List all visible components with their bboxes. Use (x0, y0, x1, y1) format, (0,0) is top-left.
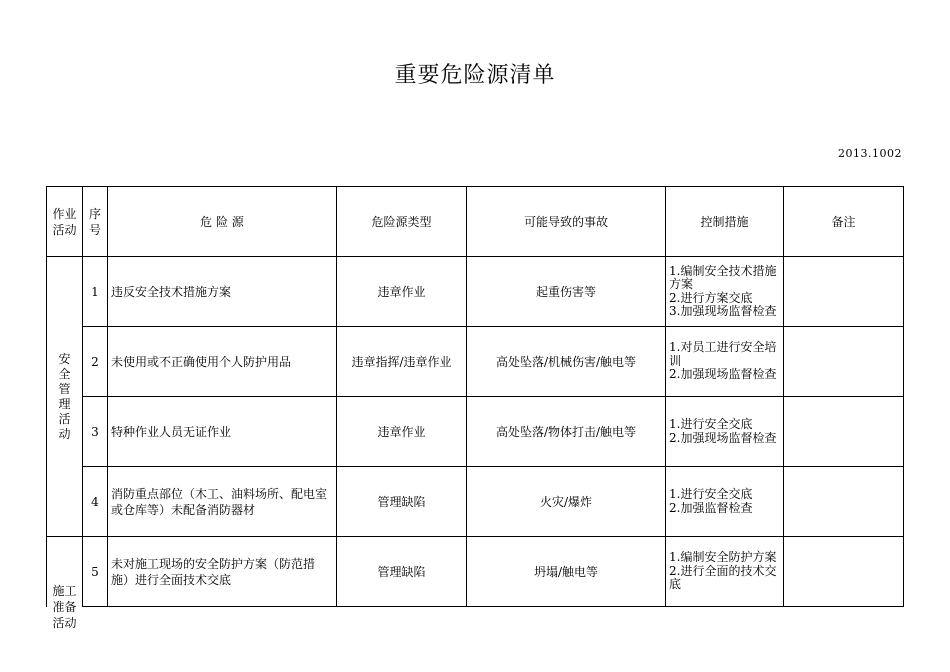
header-activity-line2: 活动 (52, 222, 77, 237)
table-row (47, 537, 904, 607)
seq-cell: 3 (83, 397, 108, 467)
accident-cell: 高处坠落/机械伤害/触电等 (467, 327, 666, 397)
hazard-cell: 消防重点部位（木工、油料场所、配电室或仓库等）未配备消防器材 (108, 467, 337, 537)
activity-group-safety (47, 257, 83, 537)
type-cell: 管理缺陷 (337, 467, 467, 537)
accident-cell: 高处坠落/物体打击/触电等 (467, 397, 666, 467)
hazard-table (46, 186, 904, 630)
type-cell: 管理缺陷 (337, 537, 467, 607)
control-item: 1.进行安全交底 (669, 417, 753, 431)
activity-group-label-line2: 准备 (52, 600, 77, 614)
control-cell (666, 397, 784, 467)
header-seq (83, 187, 108, 257)
activity-group-label-line3: 活动 (52, 616, 77, 630)
control-item: 3.加强现场监督检查 (669, 304, 777, 318)
header-activity (47, 187, 83, 257)
type-cell: 违章指挥/违章作业 (337, 327, 467, 397)
control-item: 2.加强监督检查 (669, 500, 753, 515)
table-row (47, 327, 904, 397)
header-accident: 可能导致的事故 (467, 187, 666, 257)
accident-cell: 火灾/爆炸 (467, 467, 666, 537)
table-row (47, 467, 904, 537)
table-row (47, 257, 904, 327)
seq-cell: 1 (83, 257, 108, 327)
control-cell (666, 327, 784, 397)
remark-cell (784, 327, 904, 397)
header-control: 控制措施 (666, 187, 784, 257)
remark-cell (784, 537, 904, 607)
control-item: 2.加强现场监督检查 (669, 367, 777, 382)
control-item: 2.加强现场监督检查 (669, 430, 777, 445)
control-item: 2.进行方案交底 (669, 290, 753, 305)
remark-cell (784, 257, 904, 327)
type-cell: 违章作业 (337, 397, 467, 467)
activity-group-label: 安全管理活动 (58, 351, 71, 441)
header-seq-line1: 序 (88, 206, 101, 221)
remark-cell (784, 467, 904, 537)
hazard-cell: 未对施工现场的安全防护方案（防范措施）进行全面技术交底 (108, 537, 337, 607)
header-hazard: 危 险 源 (108, 187, 337, 257)
control-item: 1.进行安全交底 (669, 487, 753, 501)
control-item: 1.编制安全防护方案 (669, 550, 777, 565)
control-item: 1.对员工进行安全培训 (669, 340, 777, 368)
control-item: 1.编制安全技术措施方案 (669, 263, 777, 291)
header-type: 危险源类型 (337, 187, 467, 257)
activity-group-label-line1: 施工 (52, 584, 77, 598)
activity-group-preparation (47, 537, 83, 630)
control-item: 2.进行全面的技术交底 (669, 563, 777, 592)
header-seq-line2: 号 (88, 222, 101, 237)
accident-cell: 坍塌/触电等 (467, 537, 666, 607)
hazard-cell: 特种作业人员无证作业 (108, 397, 337, 467)
seq-cell: 2 (83, 327, 108, 397)
hazard-cell: 未使用或不正确使用个人防护用品 (108, 327, 337, 397)
control-cell (666, 257, 784, 327)
accident-cell: 起重伤害等 (467, 257, 666, 327)
remark-cell (784, 397, 904, 467)
control-cell (666, 537, 784, 607)
type-cell: 违章作业 (337, 257, 467, 327)
hazard-cell: 违反安全技术措施方案 (108, 257, 337, 327)
control-cell (666, 467, 784, 537)
header-activity-line1: 作业 (52, 206, 77, 221)
document-code: 2013.1002 (838, 147, 902, 160)
header-remark: 备注 (784, 187, 904, 257)
seq-cell: 4 (83, 467, 108, 537)
header-row (47, 187, 904, 257)
table-row (47, 397, 904, 467)
seq-cell: 5 (83, 537, 108, 607)
page-title: 重要危险源清单 (394, 63, 556, 88)
